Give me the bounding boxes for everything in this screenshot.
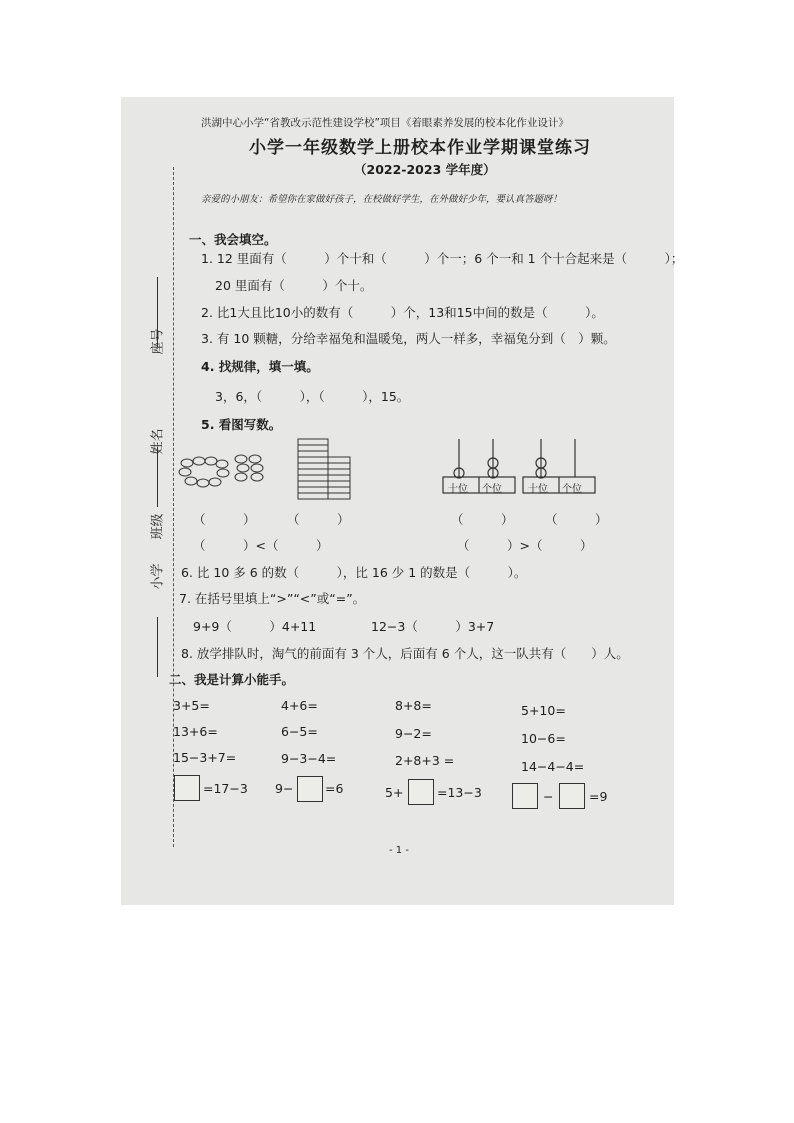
question-4: 4. 找规律，填一填。 (201, 359, 319, 374)
calc-r4-c2-left: 9− (275, 781, 294, 796)
circle-groups-figure (177, 451, 277, 491)
q5-compare-right: （ ）>（ ） (457, 538, 593, 553)
q5-blank-circles: （ ） (193, 512, 256, 527)
name-label: 姓名 (150, 428, 166, 455)
question-7: 7. 在括号里填上“>”“<”或“=”。 (179, 591, 366, 606)
page-title: 小学一年级数学上册校本作业学期课堂练习 (249, 138, 591, 158)
question-7b: 12−3（ ）3+7 (371, 619, 495, 634)
calc-r4-c4-right: =9 (589, 789, 608, 804)
calc-r4-c1: =17−3 (203, 781, 248, 796)
abacus2-tens-label: 十位 (528, 484, 548, 495)
calc-r3-c3: 2+8+3 = (395, 753, 455, 768)
abacus2-ones-label: 个位 (562, 484, 582, 495)
calc-r3-c4: 14−4−4= (521, 759, 585, 774)
calc-r2-c3: 9−2= (395, 726, 432, 741)
question-8: 8. 放学排队时，淘气的前面有 3 个人，后面有 6 个人，这一队共有（ ）人。 (181, 646, 629, 661)
question-2: 2. 比1大且比10小的数有（ ）个，13和15中间的数是（ ）。 (201, 305, 604, 320)
section1-title: 一、我会填空。 (189, 232, 277, 247)
abacus1-ones-label: 个位 (482, 484, 502, 495)
seat-label: 座号 (150, 328, 166, 355)
answer-box-r4-c4a[interactable] (512, 783, 538, 809)
calc-r2-c1: 13+6= (173, 724, 218, 739)
answer-box-r4-c2[interactable] (297, 776, 323, 802)
answer-box-r4-c3[interactable] (408, 779, 434, 805)
section2-title: 二、我是计算小能手。 (169, 672, 295, 687)
calc-r1-c4: 5+10= (521, 703, 566, 718)
school-underline (157, 617, 158, 677)
question-1a: 1. 12 里面有（ ）个十和（ ）个一；6 个一和 1 个十合起来是（ ）； (201, 251, 684, 266)
school-year: （2022-2023 学年度） (354, 162, 496, 177)
question-4-sequence: 3，6，（ ），（ ），15。 (215, 389, 410, 404)
q5-blank-abacus1: （ ） (451, 512, 514, 527)
worksheet-page (121, 97, 684, 905)
greeting-text: 亲爱的小朋友：希望你在家做好孩子，在校做好学生，在外做好少年，要认真答题呀！ (201, 194, 563, 205)
answer-box-r4-c1[interactable] (174, 775, 200, 801)
calc-r4-c2-right: =6 (325, 781, 344, 796)
calc-r2-c2: 6−5= (281, 724, 318, 739)
school-label: 小学 (150, 563, 166, 590)
calc-r3-c2: 9−3−4= (281, 751, 337, 766)
question-3: 3. 有 10 颗糖，分给幸福兔和温暖兔，两人一样多，幸福兔分到（ ）颗。 (201, 331, 616, 346)
calc-r1-c3: 8+8= (395, 698, 432, 713)
project-subtitle: 洪湖中心小学“省教改示范性建设学校”项目《着眼素养发展的校本化作业设计》 (201, 117, 569, 129)
abacus1-tens-label: 十位 (448, 484, 468, 495)
question-5: 5. 看图写数。 (201, 417, 282, 432)
stick-bundle-figure (297, 438, 353, 500)
class-label: 班级 (150, 513, 166, 540)
calc-r1-c2: 4+6= (281, 698, 318, 713)
answer-box-r4-c4b[interactable] (559, 783, 585, 809)
calc-r1-c1: 3+5= (173, 698, 210, 713)
q5-blank-abacus2: （ ） (545, 512, 608, 527)
page-number: - 1 - (389, 845, 409, 856)
question-6: 6. 比 10 多 6 的数（ ），比 16 少 1 的数是（ ）。 (181, 565, 527, 580)
calc-r2-c4: 10−6= (521, 731, 566, 746)
q5-blank-sticks: （ ） (287, 512, 350, 527)
binding-dashed-line (173, 167, 174, 847)
calc-r4-c3-right: =13−3 (437, 785, 482, 800)
name-underline (157, 447, 158, 507)
question-1b: 20 里面有（ ）个十。 (215, 278, 373, 293)
q5-compare-left: （ ）<（ ） (193, 538, 329, 553)
question-7a: 9+9（ ）4+11 (193, 619, 317, 634)
calc-r4-c3-left: 5+ (385, 785, 404, 800)
calc-r4-c4-minus: − (543, 789, 554, 804)
calc-r3-c1: 15−3+7= (173, 750, 237, 765)
